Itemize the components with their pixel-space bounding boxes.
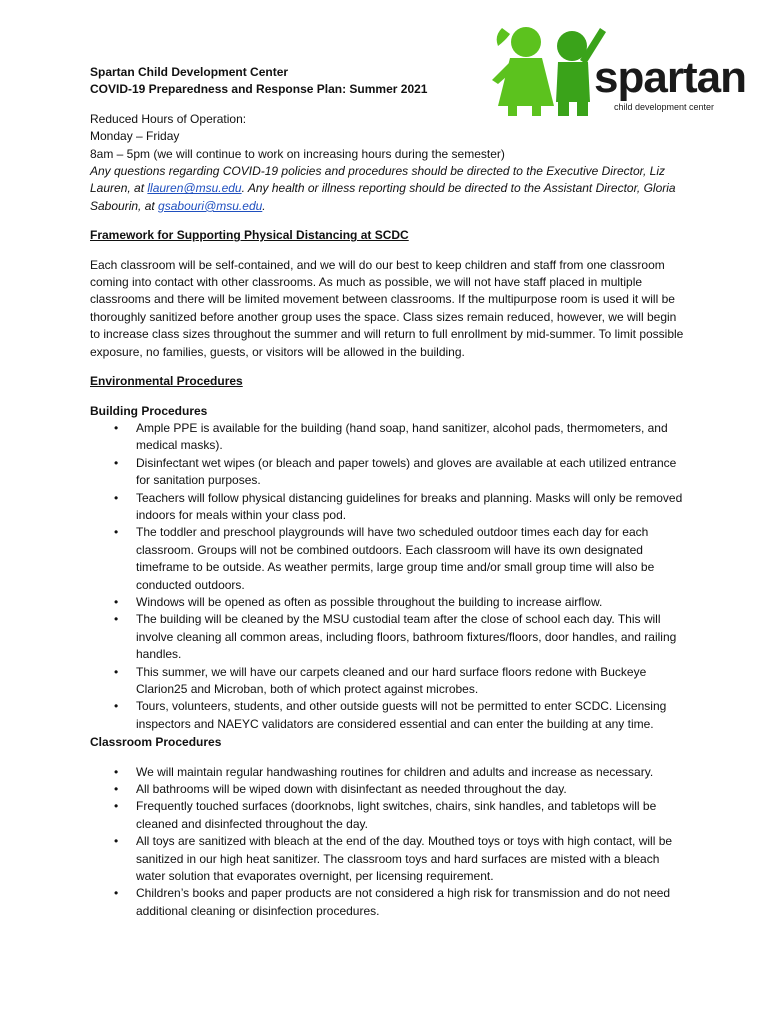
list-item-text: Frequently touched surfaces (doorknobs, light switches, chairs, sink handles, and tabletops will be cleaned and disinfected throughout the day.	[136, 799, 657, 831]
list-item	[90, 664, 685, 699]
classroom-procedures-title: Classroom Procedures	[90, 735, 222, 750]
classroom-procedures-list	[90, 764, 685, 921]
list-item	[90, 490, 685, 525]
hours-time: 8am – 5pm (we will continue to work on increasing hours during the semester)	[90, 146, 505, 161]
bullet-icon: •	[114, 886, 119, 901]
bullet-icon: •	[114, 612, 119, 627]
director-email-link[interactable]: llauren@msu.edu	[147, 181, 242, 196]
framework-body: Each classroom will be self-contained, and we will do our best to keep children and staff from one classroom coming into contact with other classrooms. As much as possible, we will not have staff placed in multiple classrooms and there will be limited movement between classrooms. If the multipurpose room is used it will be thoroughly sanitized before another group uses the space. Class sizes remain reduced, however, we will begin to increase class sizes throughout the summer and will return to full enrollment by mid-summer. To limit possible exposure, no families, guests, or visitors will be allowed in the building.	[90, 257, 684, 359]
list-item	[90, 420, 685, 455]
bullet-icon: •	[114, 594, 119, 609]
list-item	[90, 611, 685, 663]
bullet-icon: •	[114, 699, 119, 714]
org-title: Spartan Child Development Center	[90, 65, 289, 79]
bullet-icon: •	[114, 834, 119, 849]
spacer	[90, 245, 685, 257]
list-item	[90, 798, 685, 833]
list-item-text: Ample PPE is available for the building (hand soap, hand sanitizer, alcohol pads, thermometers, and medical masks).	[136, 420, 668, 453]
list-item-text: The toddler and preschool playgrounds will have two scheduled outdoor times each day for each classroom. Groups will not be combined outdoors. Each classroom will have its own designated timeframe to be outside. As weather permits, large group time and/or small group time will also be conducted outdoors.	[136, 525, 655, 592]
spacer	[90, 752, 685, 764]
list-item	[90, 594, 685, 611]
bullet-icon: •	[114, 455, 119, 470]
building-procedures-list	[90, 420, 685, 733]
bullet-icon: •	[114, 490, 119, 505]
contact-paragraph	[90, 163, 685, 215]
spacer	[90, 99, 685, 111]
environmental-heading: Environmental Procedures	[90, 374, 243, 389]
hours-days: Monday – Friday	[90, 129, 180, 144]
list-item-text: All bathrooms will be wiped down with disinfectant as needed throughout the day.	[136, 782, 567, 797]
assistant-director-email-link[interactable]: gsabouri@msu.edu	[158, 198, 263, 213]
bullet-icon: •	[114, 420, 119, 435]
list-item	[90, 764, 685, 781]
logo-wordmark: spartan	[594, 53, 746, 102]
bullet-icon: •	[114, 782, 119, 797]
document-body	[90, 64, 685, 920]
list-item-text: We will maintain regular handwashing routines for children and adults and increase as necessary.	[136, 764, 654, 779]
contact-text-1: Any questions regarding COVID-19 policies and procedures should be directed to the Executive Director, Liz Lauren, at	[90, 164, 665, 196]
list-item	[90, 524, 685, 594]
hours-label: Reduced Hours of Operation:	[90, 111, 247, 126]
contact-text-3: .	[262, 198, 266, 213]
list-item-text: This summer, we will have our carpets cleaned and our hard surface floors redone with Buckeye Clarion25 and Microban, both of which protect against microbes.	[136, 664, 647, 696]
bullet-icon: •	[114, 799, 119, 814]
spacer	[90, 391, 685, 403]
list-item	[90, 781, 685, 798]
list-item-text: The building will be cleaned by the MSU custodial team after the close of school each day. This will involve cleaning all common areas, including floors, bathroom fixtures/floors, door handles, and railing handles.	[136, 612, 677, 662]
logo-subtitle: child development center	[614, 102, 715, 112]
list-item	[90, 455, 685, 490]
contact-text-2: . Any health or illness reporting should be directed to the Assistant Director, Gloria Sabourin, at	[90, 181, 676, 213]
list-item-text: Windows will be opened as often as possible throughout the building to increase airflow.	[136, 594, 603, 609]
bullet-icon: •	[114, 525, 119, 540]
spacer	[90, 361, 685, 373]
plan-title: COVID-19 Preparedness and Response Plan: Summer 2021	[90, 82, 428, 97]
bullet-icon: •	[114, 764, 119, 779]
list-item	[90, 698, 685, 733]
list-item	[90, 885, 685, 920]
list-item-text: Children’s books and paper products are not considered a high risk for transmission and do not need additional cleaning or disinfection procedures.	[136, 886, 671, 918]
bullet-icon: •	[114, 664, 119, 679]
list-item-text: Disinfectant wet wipes (or bleach and paper towels) and gloves are available at each utilized entrance for sanitation purposes.	[136, 455, 677, 488]
spacer	[90, 215, 685, 227]
list-item	[90, 833, 685, 885]
building-procedures-title: Building Procedures	[90, 403, 208, 418]
list-item-text: Teachers will follow physical distancing guidelines for breaks and planning. Masks will only be removed indoors for meals within your class pod.	[136, 490, 683, 522]
list-item-text: Tours, volunteers, students, and other outside guests will not be permitted to enter SCDC. Licensing inspectors and NAEYC validators are considered essential and can enter the building at any time.	[136, 699, 667, 731]
list-item-text: All toys are sanitized with bleach at the end of the day. Mouthed toys or toys with high contact, will be sanitized in our high heat sanitizer. The classroom toys and hard surfaces are misted with a bleach water solution that evaporates overnight, per licensing requirement.	[136, 834, 673, 884]
framework-heading: Framework for Supporting Physical Distancing at SCDC	[90, 228, 409, 243]
